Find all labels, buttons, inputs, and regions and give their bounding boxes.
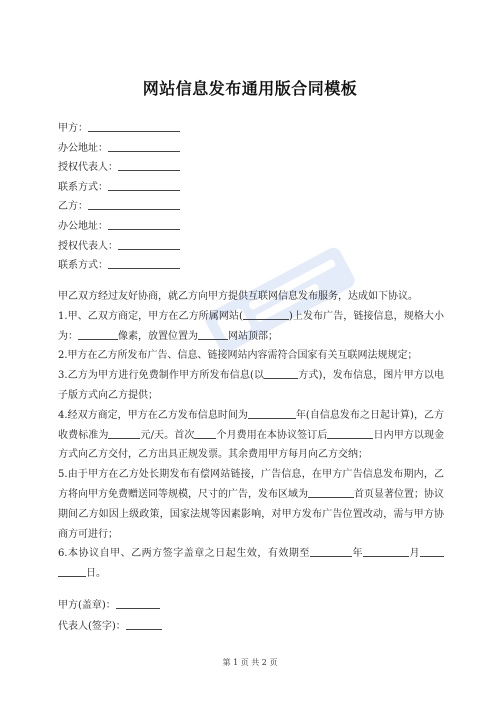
- clause-text: 个月费用在本协议签订后: [216, 429, 328, 441]
- page-number-footer: 第 1 页 共 2 页: [222, 658, 278, 667]
- blank-line: [420, 546, 444, 557]
- party-b-address-row: [58, 217, 180, 237]
- blank-line: [108, 428, 140, 439]
- party-a-contact-row: [58, 178, 180, 198]
- blank-line: [78, 329, 118, 340]
- intro-paragraph: 甲乙双方经过友好协商，就乙方向甲方提供互联网信息发布服务，达成如下协议。: [58, 291, 418, 302]
- clause-text: 年(自信息发布之日起计算)，乙方收费标准为: [58, 409, 444, 441]
- blank-line: [248, 408, 296, 419]
- party-a-address-row: [58, 139, 180, 159]
- clause-text: 3.乙方为甲方进行免费制作甲方所发布信息(以: [58, 370, 265, 382]
- party-a-seal-row: [58, 595, 162, 616]
- clause-text: 日。: [86, 568, 106, 580]
- clause-text: 方式)，发布信息，图片甲方以电子版方式向乙方提供；: [58, 370, 444, 401]
- clause-text: 年: [351, 548, 363, 560]
- party-a-name-row: [58, 119, 180, 139]
- blank-line: [58, 566, 86, 577]
- clause-text: 5.由于甲方在乙方处长期发布有偿网站链接，广告信息，在甲方广告信息发布期内，乙方将向甲方免费赠送同等规模，尺寸的广告，发布区域为: [58, 469, 444, 500]
- blank-line: [198, 329, 228, 340]
- field-label: 办公地址：: [58, 142, 108, 154]
- field-label: 授权代表人：: [58, 240, 118, 252]
- clause-5: [58, 465, 444, 544]
- field-label: 联系方式：: [58, 181, 108, 193]
- field-label: 乙方：: [58, 201, 88, 213]
- party-info-block: [58, 119, 180, 276]
- field-label: 办公地址：: [58, 220, 108, 232]
- party-b-name-row: [58, 197, 180, 217]
- blank-line: [108, 219, 180, 230]
- blank-line: [108, 258, 180, 269]
- blank-line: [264, 368, 298, 379]
- clause-text: )上发布广告，链接信息，规格大小为：: [58, 310, 444, 342]
- blank-line: [108, 141, 180, 152]
- contract-body: [58, 287, 444, 584]
- representative-signature-row: [58, 616, 162, 637]
- clause-text: 4.经双方商定，甲方在乙方发布信息时间为: [58, 409, 248, 421]
- party-a-representative-row: [58, 158, 180, 178]
- blank-line: [243, 309, 289, 320]
- clause-text: 像素，放置位置为: [118, 330, 198, 342]
- field-label: 甲方(盖章)：: [58, 600, 116, 611]
- field-label: 授权代表人：: [58, 162, 118, 174]
- field-label: 甲方：: [58, 123, 88, 134]
- clause-2: 2.甲方在乙方所发布广告、信息、链接网站内容需符合国家有关互联网法规规定；: [58, 350, 418, 362]
- clause-text: 日内甲方以现金方式向乙方交付，乙方出具正规发票。其余费用甲方每月向乙方交纳；: [58, 429, 445, 461]
- field-label: 联系方式：: [58, 260, 108, 272]
- clause-3: [58, 366, 444, 406]
- signature-block: [58, 595, 162, 637]
- clause-text: 月: [408, 548, 421, 560]
- blank-line: [118, 239, 180, 250]
- party-b-representative-row: [58, 237, 180, 257]
- clause-text: 1.甲、乙双方商定，甲方在乙方所属网站(: [58, 310, 243, 322]
- clause-text: 6.本协议自甲、乙两方签字盖章之日起生效，有效期至: [58, 548, 310, 560]
- clause-text: 首页显著位置；协议期间乙方如因上级政策，国家法规等因素影响，对甲方发布广告位置改动，需与甲方协商方可进行；: [58, 488, 444, 540]
- blank-line: [108, 180, 180, 191]
- blank-line: [88, 121, 180, 132]
- blank-line: [126, 619, 162, 630]
- blank-line: [310, 546, 352, 557]
- clause-6: [58, 544, 444, 584]
- clause-text: 元/天。首次: [140, 429, 195, 441]
- blank-line: [194, 428, 216, 439]
- clause-4: [58, 406, 444, 465]
- clause-1: [58, 307, 444, 347]
- party-b-contact-row: [58, 256, 180, 276]
- field-label: 代表人(签字)：: [58, 621, 126, 632]
- blank-line: [118, 160, 180, 171]
- blank-line: [308, 487, 354, 498]
- document-title: 网站信息发布通用版合同模板: [142, 79, 358, 98]
- blank-line: [88, 199, 180, 210]
- clause-text: 网站顶部；: [228, 330, 278, 342]
- blank-line: [116, 598, 160, 609]
- blank-line: [363, 546, 409, 557]
- blank-line: [327, 428, 373, 439]
